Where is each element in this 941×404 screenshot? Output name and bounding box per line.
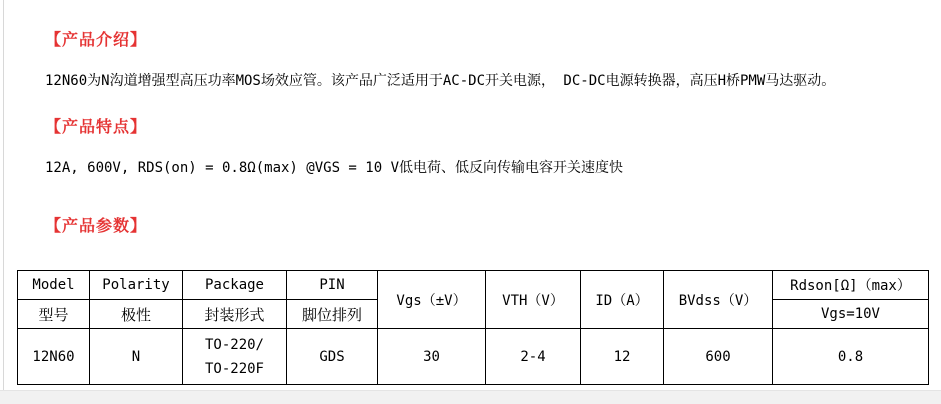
product-intro-text: 12N60为N沟道增强型高压功率MOS场效应管。该产品广泛适用于AC-DC开关电源， DC-DC电源转换器，高压H桥PMW马达驱动。 — [45, 73, 836, 89]
header-pin-zh: 脚位排列 — [287, 300, 378, 329]
header-polarity-en: Polarity — [90, 271, 183, 300]
header-model-zh: 型号 — [18, 300, 90, 329]
header-vgs: Vgs（±V） — [378, 271, 486, 329]
cell-bvdss: 600 — [664, 329, 773, 385]
header-package-zh: 封装形式 — [183, 300, 287, 329]
cell-model: 12N60 — [18, 329, 90, 385]
cell-pin: GDS — [287, 329, 378, 385]
section-heading-product-features: 【产品特点】 — [45, 117, 148, 136]
cell-id: 12 — [581, 329, 664, 385]
content-left-border — [3, 0, 4, 391]
section-heading-product-parameters: 【产品参数】 — [45, 216, 148, 235]
cell-package-line1: TO-220/ — [204, 336, 264, 353]
cell-vth: 2-4 — [486, 329, 581, 385]
header-vth: VTH（V） — [486, 271, 581, 329]
header-rdson: Rdson[Ω]（max） — [773, 271, 929, 300]
header-bvdss: BVdss（V） — [664, 271, 773, 329]
cell-package — [183, 329, 287, 385]
parameters-table — [17, 270, 929, 385]
product-features-text: 12A, 600V, RDS(on) = 0.8Ω(max) @VGS = 10 V低电荷、低反向传输电容开关速度快 — [45, 160, 624, 176]
cell-polarity: N — [90, 329, 183, 385]
cell-vgs: 30 — [378, 329, 486, 385]
horizontal-scrollbar[interactable] — [0, 390, 941, 404]
header-polarity-zh: 极性 — [90, 300, 183, 329]
header-id: ID（A） — [581, 271, 664, 329]
cell-package-line2: TO-220F — [204, 360, 264, 377]
section-heading-product-intro: 【产品介绍】 — [45, 30, 148, 49]
header-package-en: Package — [183, 271, 287, 300]
header-pin-en: PIN — [287, 271, 378, 300]
table-row — [18, 329, 929, 385]
header-model-en: Model — [18, 271, 90, 300]
cell-rdson: 0.8 — [773, 329, 929, 385]
header-rdson-condition: Vgs=10V — [773, 300, 929, 329]
